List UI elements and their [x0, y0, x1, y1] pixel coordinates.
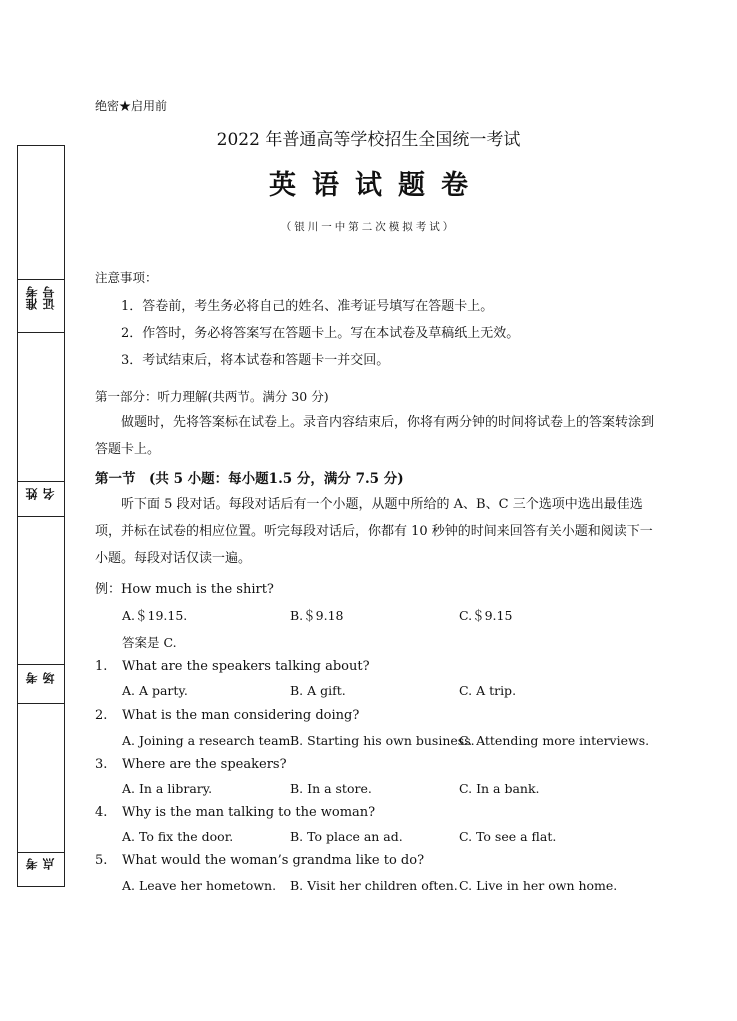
example-question: 例：How much is the shirt? [95, 582, 274, 597]
name-label: 姓 名 [25, 488, 56, 500]
option-c: C. In a bank. [459, 781, 540, 796]
option-c: C. Attending more interviews. [459, 733, 650, 748]
strip-divider [18, 516, 64, 517]
strip-divider [18, 279, 64, 280]
question-text: Where are the speakers? [122, 757, 287, 772]
option-c: C. To see a flat. [459, 829, 557, 844]
exam-room-label: 考 场 [25, 672, 56, 684]
question-text: What is the man considering doing? [122, 708, 360, 723]
option-c: C. Live in her own home. [459, 878, 618, 893]
strip-divider [18, 703, 64, 704]
strip-divider [18, 332, 64, 333]
binding-strip [17, 145, 65, 887]
notice-item: 3．考试结束后，将本试卷和答题卡一并交回。 [121, 353, 390, 368]
option-b: B. Starting his own business. [290, 733, 475, 748]
option-a: A. To fix the door. [122, 829, 234, 844]
example-option-b: B.＄9.18 [290, 608, 344, 623]
example-answer: 答案是 C. [122, 635, 177, 650]
notice-heading: 注意事项： [95, 270, 158, 285]
notice-item: 2．作答时，务必将答案写在答题卡上。写在本试卷及草稿纸上无效。 [121, 326, 520, 341]
part1-title: 第一部分：听力理解(共两节。满分 30 分) [95, 389, 329, 404]
option-a: A. In a library. [122, 781, 213, 796]
option-a: A. A party. [122, 683, 188, 698]
option-b: B. Visit her children often. [290, 878, 458, 893]
strip-divider [18, 664, 64, 665]
option-a: A. Joining a research team. [122, 733, 295, 748]
section1-instruction: 听下面 5 段对话。每段对话后有一个小题，从题中所给的 A、B、C 三个选项中选出最佳选项，并标在试卷的相应位置。听完每段对话后，你都有 10 秒钟的时间来回答有关小题和阅读下一小题。每段对话仅读一遍。 [95, 497, 653, 566]
option-b: B. In a store. [290, 781, 372, 796]
exam-subtitle: （银川一中第二次模拟考试） [280, 221, 457, 233]
question-number: 1. [95, 659, 108, 674]
strip-divider [18, 852, 64, 853]
part1-instruction: 做题时，先将答案标在试卷上。录音内容结束后，你将有两分钟的时间将试卷上的答案转涂到答题卡上。 [95, 415, 655, 457]
exam-site-label: 考 点 [25, 858, 56, 870]
section1-title: 第一节 (共 5 小题：每小题1.5 分，满分 7.5 分) [95, 471, 404, 487]
strip-divider [18, 481, 64, 482]
notice-item: 1．答卷前，考生务必将自己的姓名、准考证号填写在答题卡上。 [121, 299, 494, 314]
question-number: 5. [95, 853, 108, 868]
exam-number-label: 准考 证号 [25, 286, 56, 310]
question-text: What are the speakers talking about? [122, 659, 370, 674]
subject-title: 英语试题卷 [269, 170, 484, 201]
option-c: C. A trip. [459, 683, 517, 698]
question-number: 2. [95, 708, 108, 723]
option-b: B. To place an ad. [290, 829, 403, 844]
question-number: 4. [95, 805, 108, 820]
secret-mark: 绝密★启用前 [95, 99, 168, 113]
question-text: Why is the man talking to the woman? [122, 805, 376, 820]
question-text: What would the woman’s grandma like to do? [122, 853, 425, 868]
option-a: A. Leave her hometown. [122, 878, 277, 893]
example-option-c: C.＄9.15 [459, 608, 513, 623]
option-b: B. A gift. [290, 683, 346, 698]
exam-title: 2022 年普通高等学校招生全国统一考试 [216, 130, 521, 150]
question-number: 3. [95, 757, 108, 772]
example-option-a: A.＄19.15. [122, 608, 188, 623]
